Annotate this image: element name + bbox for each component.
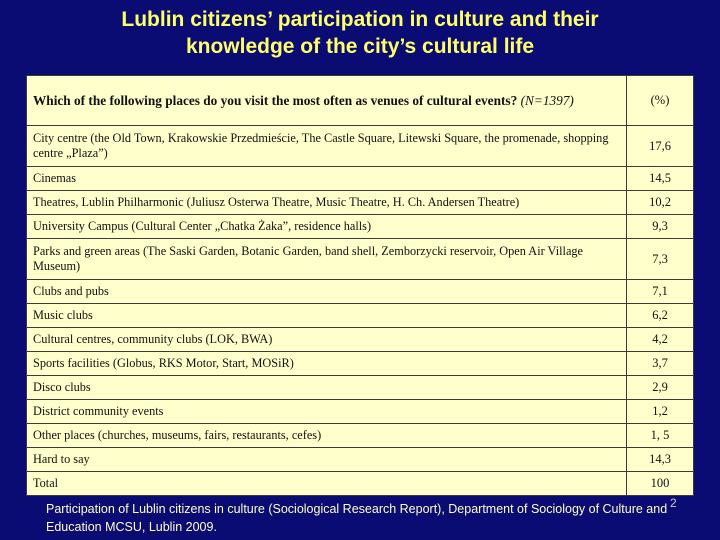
row-label: City centre (the Old Town, Krakowskie Przedmieście, The Castle Square, Litewski Square, the promenade, shopping centre „Plaza”) xyxy=(27,126,627,167)
table-row xyxy=(27,352,694,376)
table-row-total xyxy=(27,472,694,496)
row-label: University Campus (Cultural Center „Chatka Żaka”, residence halls) xyxy=(27,215,627,239)
table-row xyxy=(27,215,694,239)
table-row xyxy=(27,424,694,448)
row-value: 3,7 xyxy=(627,352,694,376)
sample-size: (N=1397) xyxy=(520,93,574,108)
source-citation: Participation of Lublin citizens in culture (Sociological Research Report), Department of Sociology of Culture and Education MCSU, Lublin 2009. xyxy=(46,502,668,534)
row-value: 17,6 xyxy=(627,126,694,167)
slide-title-line-2: knowledge of the city’s cultural life xyxy=(185,35,535,58)
table-row xyxy=(27,126,694,167)
row-label: Other places (churches, museums, fairs, restaurants, cefes) xyxy=(27,424,627,448)
question-text: Which of the following places do you visit the most often as venues of cultural events? xyxy=(33,93,518,108)
row-label: Cinemas xyxy=(27,167,627,191)
row-value: 7,1 xyxy=(627,280,694,304)
table-row xyxy=(27,167,694,191)
row-value: 6,2 xyxy=(627,304,694,328)
table-row xyxy=(27,448,694,472)
table-row xyxy=(27,376,694,400)
row-value: 14,3 xyxy=(627,448,694,472)
question-cell xyxy=(27,76,627,126)
unit-header: (%) xyxy=(627,76,694,126)
row-label: Music clubs xyxy=(27,304,627,328)
row-label: Clubs and pubs xyxy=(27,280,627,304)
row-value: 9,3 xyxy=(627,215,694,239)
row-label: Parks and green areas (The Saski Garden, Botanic Garden, band shell, Zemborzycki reservoir, Open Air Village Museum) xyxy=(27,239,627,280)
table-row xyxy=(27,191,694,215)
row-label: Cultural centres, community clubs (LOK, BWA) xyxy=(27,328,627,352)
row-value: 10,2 xyxy=(627,191,694,215)
row-value: 1,2 xyxy=(627,400,694,424)
row-value: 2,9 xyxy=(627,376,694,400)
page-number: 2 xyxy=(670,496,677,510)
survey-table xyxy=(26,75,694,496)
slide-title-line-1: Lublin citizens’ participation in culture and their xyxy=(121,8,599,31)
slide-title xyxy=(0,6,720,60)
row-label: Total xyxy=(27,472,627,496)
table-row xyxy=(27,304,694,328)
row-value: 4,2 xyxy=(627,328,694,352)
table-row xyxy=(27,328,694,352)
row-label: Hard to say xyxy=(27,448,627,472)
row-label: Sports facilities (Globus, RKS Motor, Start, MOSiR) xyxy=(27,352,627,376)
table-row xyxy=(27,280,694,304)
row-label: Theatres, Lublin Philharmonic (Juliusz Osterwa Theatre, Music Theatre, H. Ch. Andersen Theatre) xyxy=(27,191,627,215)
row-value: 100 xyxy=(627,472,694,496)
table-row xyxy=(27,400,694,424)
table-row xyxy=(27,239,694,280)
row-label: District community events xyxy=(27,400,627,424)
table-header-row xyxy=(27,76,694,126)
row-value: 7,3 xyxy=(627,239,694,280)
row-label: Disco clubs xyxy=(27,376,627,400)
row-value: 1, 5 xyxy=(627,424,694,448)
row-value: 14,5 xyxy=(627,167,694,191)
